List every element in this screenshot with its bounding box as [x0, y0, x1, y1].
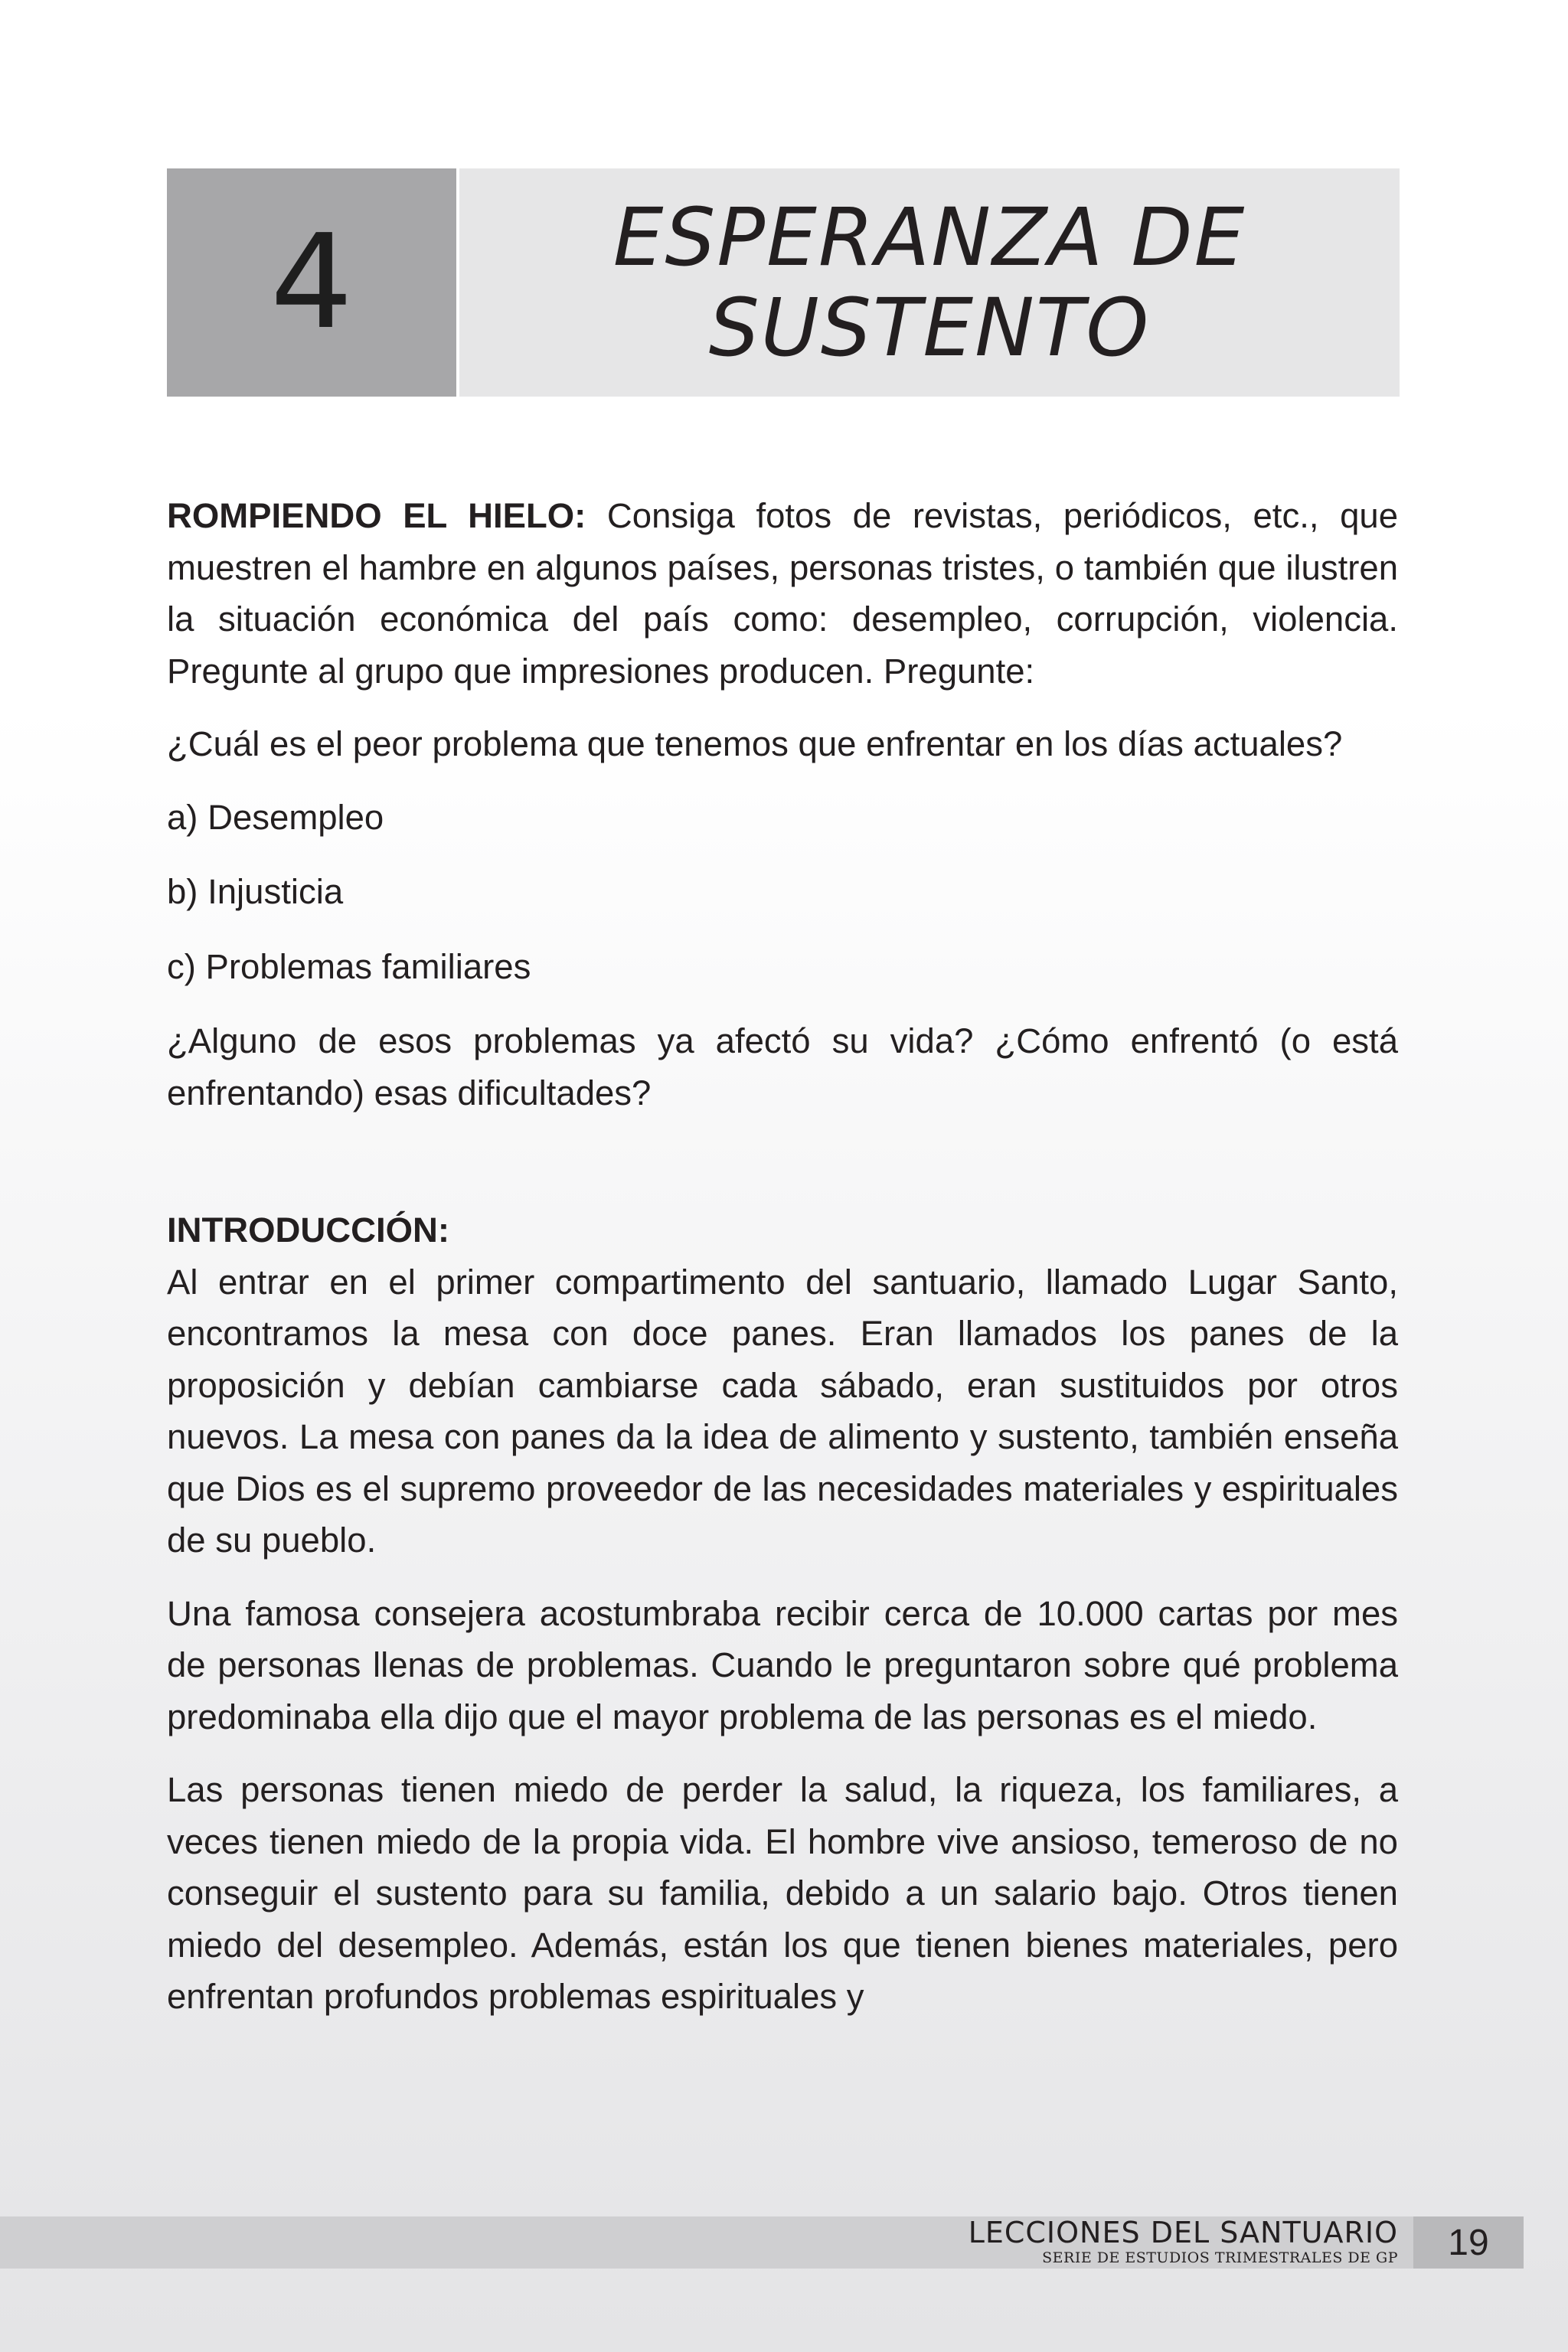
introduction-paragraph-1: Al entrar en el primer compartimento del santuario, llamado Lugar Santo, encontramos la mesa con doce panes. Eran llamados los panes de la proposición y debían cambiarse cada sábado, eran sustituidos por otros nuevos. La mesa con panes da la idea de alimento y sustento, también enseña que Dios es el supremo proveedor de las necesidades materiales y espirituales de su pueblo. — [167, 1262, 1398, 1560]
lesson-content — [167, 490, 1398, 2044]
chapter-number: 4 — [270, 207, 354, 358]
chapter-title-box — [459, 168, 1400, 397]
option-b: b) Injusticia — [167, 872, 344, 911]
footer-series-subtitle: SERIE DE ESTUDIOS TRIMESTRALES DE GP — [1042, 2249, 1398, 2266]
chapter-title-line-2: SUSTENTO — [708, 281, 1151, 374]
footer-book-title: LECCIONES DEL SANTUARIO — [968, 2216, 1398, 2249]
icebreaker-label: ROMPIENDO EL HIELO: — [167, 496, 586, 535]
introduction-heading: INTRODUCCIÓN: — [167, 1210, 450, 1250]
page-number: 19 — [1448, 2222, 1489, 2263]
introduction-paragraph-2: Una famosa consejera acostumbraba recibir cerca de 10.000 cartas por mes de personas llenas de problemas. Cuando le preguntaron sobre qué problema predominaba ella dijo que el mayor problema de las personas es el miedo. — [167, 1593, 1398, 1736]
icebreaker-text: Consiga fotos de revistas, periódicos, etc., que muestren el hambre en algunos países, personas tristes, o también que ilustren la situación económica del país como: desempleo, corrupción, violencia. Pregunte al grupo que impresiones producen. Pregunte: — [167, 496, 1398, 691]
chapter-header — [167, 168, 1400, 397]
icebreaker-followup: ¿Alguno de esos problemas ya afectó su vida? ¿Cómo enfrentó (o está enfrentando) esas dificultades? — [167, 1021, 1398, 1112]
option-a: a) Desempleo — [167, 797, 384, 837]
icebreaker-paragraph — [167, 490, 1398, 697]
option-c: c) Problemas familiares — [167, 946, 531, 986]
introduction-paragraph-3: Las personas tienen miedo de perder la salud, la riqueza, los familiares, a veces tienen miedo de la propia vida. El hombre vive ansioso, temeroso de no conseguir el sustento para su familia, debido a un salario bajo. Otros tienen miedo del desempleo. Además, están los que tienen bienes materiales, pero enfrentan profundos problemas espirituales y — [167, 1770, 1398, 2016]
chapter-number-box — [167, 168, 456, 397]
page-number-box — [1413, 2216, 1524, 2269]
icebreaker-question: ¿Cuál es el peor problema que tenemos que enfrentar en los días actuales? — [167, 724, 1343, 763]
chapter-title-line-1: ESPERANZA DE — [612, 191, 1246, 284]
